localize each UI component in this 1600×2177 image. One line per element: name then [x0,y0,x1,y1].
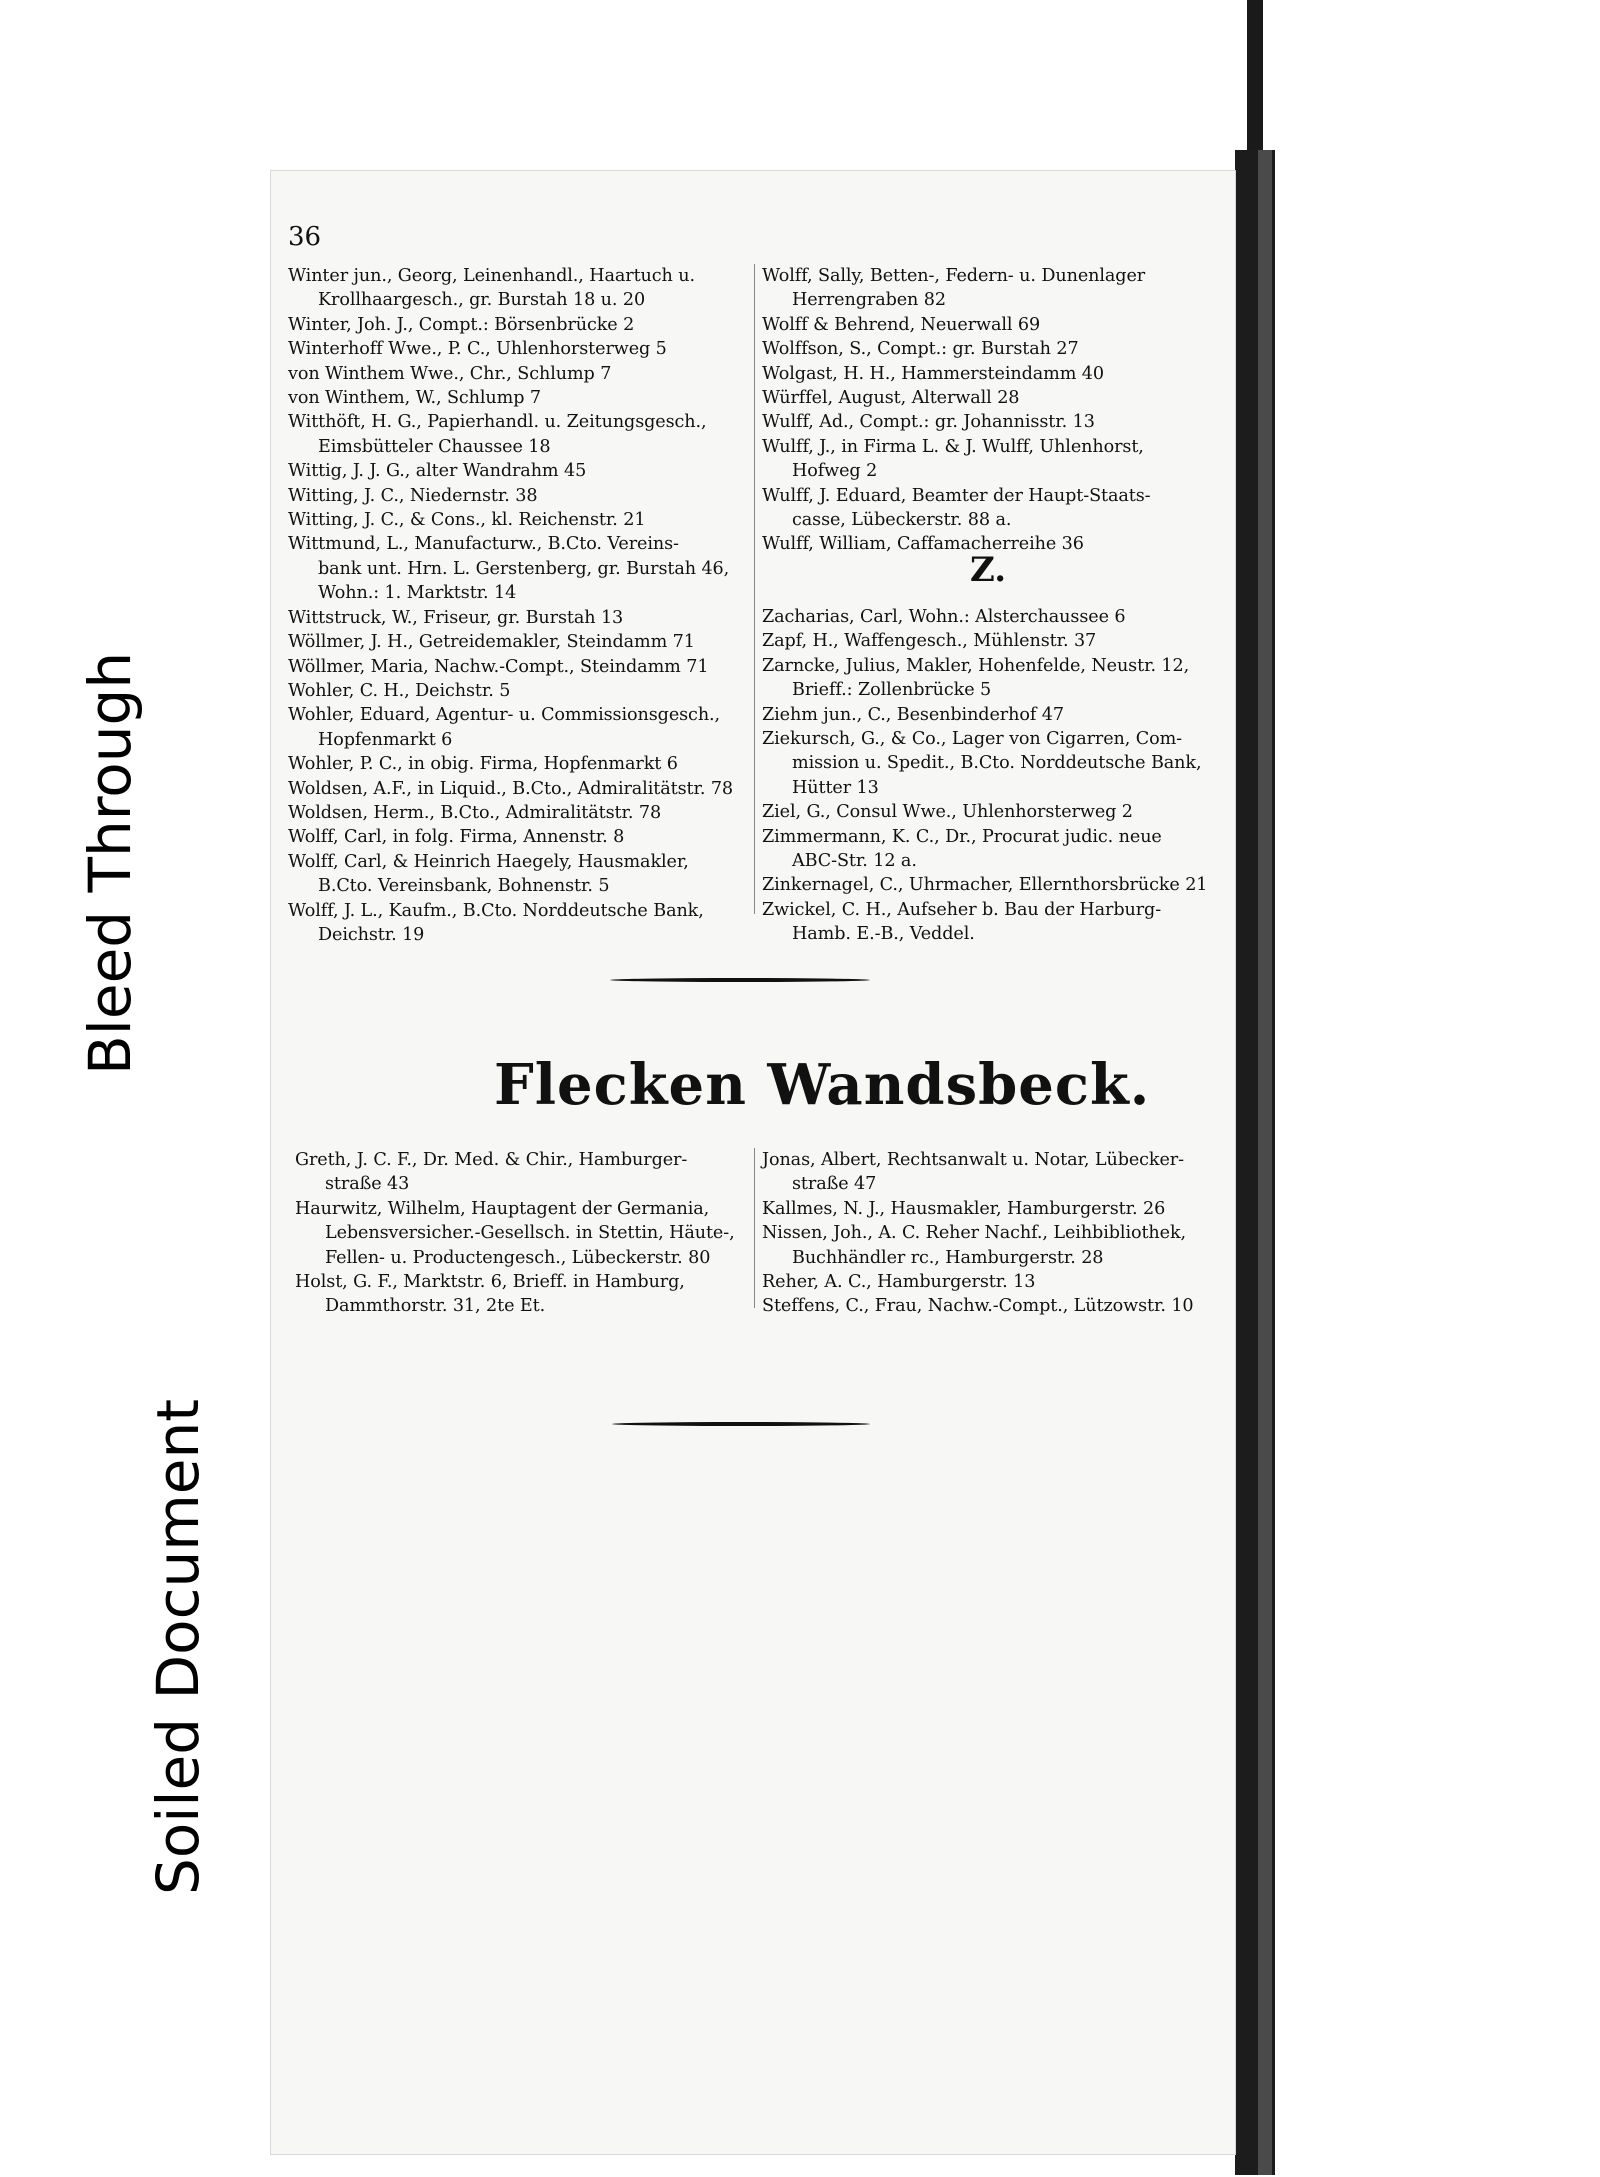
directory-entry: Wittstruck, W., Friseur, gr. Burstah 13 [288,607,624,628]
directory-entry: Wulff, J. Eduard, Beamter der Haupt-Staats- [762,485,1151,506]
directory-entry: Nissen, Joh., A. C. Reher Nachf., Leihbibliothek, [762,1223,1187,1244]
directory-entry: Zinkernagel, C., Uhrmacher, Ellernthorsbrücke 21 [762,875,1208,896]
directory-entry-continuation: B.Cto. Vereinsbank, Bohnenstr. 5 [318,876,610,897]
directory-entry: Winter, Joh. J., Compt.: Börsenbrücke 2 [288,314,635,335]
directory-entry-continuation: Wohn.: 1. Marktstr. 14 [318,583,517,604]
directory-entry-continuation: Fellen- u. Productengesch., Lübeckerstr. 80 [325,1247,711,1268]
directory-entry: Wolff, Carl, & Heinrich Haegely, Hausmakler, [288,851,689,872]
directory-entry: Zacharias, Carl, Wohn.: Alsterchaussee 6 [762,606,1126,627]
directory-entry-continuation: Dammthorstr. 31, 2te Et. [325,1296,546,1317]
directory-entry: Wöllmer, J. H., Getreidemakler, Steindamm 71 [288,632,695,653]
directory-entry: Würffel, August, Alterwall 28 [762,388,1020,409]
directory-entry-continuation: ABC-Str. 12 a. [792,850,917,871]
column-divider [754,264,755,914]
wandsbeck-right-column [762,1148,1232,1319]
scan-edge-strip-inner [1258,150,1272,2175]
directory-entry: Ziekursch, G., & Co., Lager von Cigarren, Com- [762,728,1183,749]
directory-entry: Wulff, William, Caffamacherreihe 36 [762,534,1084,555]
directory-entry-continuation: straße 47 [792,1174,877,1195]
scan-edge-top [1247,0,1263,150]
directory-entry: Zimmermann, K. C., Dr., Procurat judic. neue [762,826,1162,847]
label-soiled-document: Soiled Document [140,1389,216,1905]
directory-entry-continuation: Herrengraben 82 [792,290,946,311]
directory-entry: Wöllmer, Maria, Nachw.-Compt., Steindamm 71 [288,656,709,677]
directory-entry-continuation: Krollhaargesch., gr. Burstah 18 u. 20 [318,290,646,311]
directory-entry: Greth, J. C. F., Dr. Med. & Chir., Hamburger- [295,1150,688,1170]
directory-entry: Wohler, Eduard, Agentur- u. Commissionsgesch., [288,705,721,726]
directory-entry: Ziehm jun., C., Besenbinderhof 47 [762,704,1064,725]
directory-entry: von Winthem Wwe., Chr., Schlump 7 [288,363,612,384]
directory-entry: Zapf, H., Waffengesch., Mühlenstr. 37 [762,631,1097,652]
directory-entry: Wulff, J., in Firma L. & J. Wulff, Uhlenhorst, [762,436,1144,457]
directory-entry-continuation: Buchhändler rc., Hamburgerstr. 28 [792,1247,1104,1268]
directory-entry-continuation: straße 43 [325,1174,410,1195]
entries-left-column [288,264,748,947]
directory-entry: Wolff & Behrend, Neuerwall 69 [762,314,1041,335]
directory-entry: Witting, J. C., Niedernstr. 38 [288,485,538,506]
directory-entry-continuation: mission u. Spedit., B.Cto. Norddeutsche Bank, [792,753,1202,774]
directory-entry: Wolff, Carl, in folg. Firma, Annenstr. 8 [288,827,625,848]
entries-right-column [762,264,1220,947]
directory-entry: Jonas, Albert, Rechtsanwalt u. Notar, Lübecker- [762,1150,1184,1170]
directory-entry: Wulff, Ad., Compt.: gr. Johannisstr. 13 [762,412,1095,433]
directory-entry: Winter jun., Georg, Leinenhandl., Haartuch u. [288,266,695,286]
directory-entry: Wolffson, S., Compt.: gr. Burstah 27 [762,339,1079,360]
directory-entry: Haurwitz, Wilhelm, Hauptagent der Germania, [295,1198,710,1219]
section-rule-bottom [612,1422,870,1426]
directory-entry-continuation: Hamb. E.-B., Veddel. [792,924,975,945]
directory-entry: Zwickel, C. H., Aufseher b. Bau der Harburg- [762,899,1162,920]
letter-heading-z: Z. [970,550,1007,590]
directory-entry-continuation: Hütter 13 [792,777,879,798]
directory-entry: Kallmes, N. J., Hausmakler, Hamburgerstr. 26 [762,1198,1166,1219]
directory-entry: von Winthem, W., Schlump 7 [288,388,541,409]
directory-entry: Wohler, P. C., in obig. Firma, Hopfenmarkt 6 [288,754,678,775]
label-bleed-through: Bleed Through [72,642,148,1085]
directory-entry-continuation: Hopfenmarkt 6 [318,729,453,750]
directory-entry: Reher, A. C., Hamburgerstr. 13 [762,1272,1036,1293]
directory-entry: Wolff, Sally, Betten-, Federn- u. Dunenlager [762,266,1146,286]
directory-entry: Wittig, J. J. G., alter Wandrahm 45 [288,461,587,482]
directory-entry-continuation: bank unt. Hrn. L. Gerstenberg, gr. Burstah 46, [318,558,730,579]
directory-entry: Witthöft, H. G., Papierhandl. u. Zeitungsgesch., [288,412,707,433]
directory-entry-continuation: Hofweg 2 [792,461,878,482]
directory-entry: Wittmund, L., Manufacturw., B.Cto. Vereins- [288,534,679,555]
directory-entry-continuation: casse, Lübeckerstr. 88 a. [792,510,1012,531]
directory-entry: Zarncke, Julius, Makler, Hohenfelde, Neustr. 12, [762,655,1190,676]
directory-entry: Ziel, G., Consul Wwe., Uhlenhorsterweg 2 [762,802,1133,823]
directory-entry: Wohler, C. H., Deichstr. 5 [288,680,511,701]
directory-entry: Woldsen, A.F., in Liquid., B.Cto., Admiralitätstr. 78 [288,778,734,799]
directory-entry: Steffens, C., Frau, Nachw.-Compt., Lützowstr. 10 [762,1296,1194,1317]
directory-entry-continuation: Eimsbütteler Chaussee 18 [318,436,551,457]
section-rule-top [610,978,870,982]
directory-entry: Wolgast, H. H., Hammersteindamm 40 [762,363,1104,384]
directory-entry: Holst, G. F., Marktstr. 6, Brieff. in Hamburg, [295,1272,685,1293]
wandsbeck-left-column [295,1148,753,1319]
section-title: Flecken Wandsbeck. [494,1052,1151,1118]
directory-entry-continuation: Brieff.: Zollenbrücke 5 [792,680,992,701]
directory-entry-continuation: Lebensversicher.-Gesellsch. in Stettin, Häute-, [325,1223,735,1244]
directory-entry: Wolff, J. L., Kaufm., B.Cto. Norddeutsche Bank, [288,900,704,921]
directory-entry: Woldsen, Herm., B.Cto., Admiralitätstr. 78 [288,802,662,823]
directory-entry: Winterhoff Wwe., P. C., Uhlenhorsterweg 5 [288,339,667,360]
wandsbeck-column-divider [754,1148,755,1308]
directory-entry-continuation: Deichstr. 19 [318,924,425,945]
directory-entry: Witting, J. C., & Cons., kl. Reichenstr. 21 [288,510,646,531]
page-number: 36 [288,222,322,252]
